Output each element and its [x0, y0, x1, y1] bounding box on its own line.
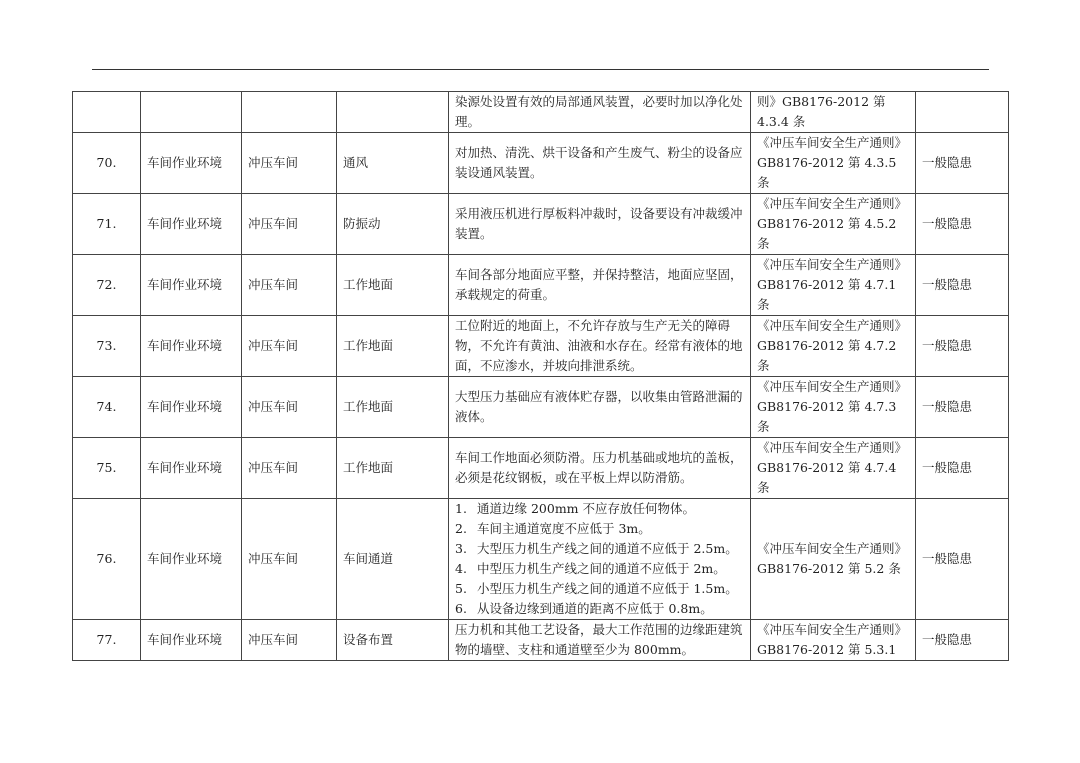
cell-requirement: 采用液压机进行厚板料冲裁时，设备要设有冲裁缓冲装置。 [449, 194, 751, 255]
requirement-list [455, 499, 744, 619]
cell-category: 车间作业环境 [141, 194, 242, 255]
cell-requirement: 对加热、清洗、烘干设备和产生废气、粉尘的设备应装设通风装置。 [449, 133, 751, 194]
cell-basis: 《冲压车间安全生产通则》GB8176-2012 第 4.5.2 条 [751, 194, 916, 255]
cell-category: 车间作业环境 [141, 377, 242, 438]
cell-item: 车间通道 [337, 499, 449, 620]
cell-workshop: 冲压车间 [242, 255, 337, 316]
hazard-table [72, 91, 1009, 661]
cell-item: 工作地面 [337, 377, 449, 438]
cell-requirement: 染源处设置有效的局部通风装置，必要时加以净化处理。 [449, 92, 751, 133]
table-row [73, 438, 1009, 499]
cell-item: 工作地面 [337, 316, 449, 377]
table-row [73, 255, 1009, 316]
cell-workshop: 冲压车间 [242, 499, 337, 620]
cell-category: 车间作业环境 [141, 316, 242, 377]
cell-basis: 《冲压车间安全生产通则》GB8176-2012 第 5.3.1 [751, 620, 916, 661]
cell-basis: 《冲压车间安全生产通则》GB8176-2012 第 4.3.5 条 [751, 133, 916, 194]
cell-category: 车间作业环境 [141, 499, 242, 620]
cell-workshop: 冲压车间 [242, 316, 337, 377]
list-item: 1. 通道边缘 200mm 不应存放任何物体。 [455, 501, 696, 516]
cell-item: 工作地面 [337, 255, 449, 316]
cell-requirement: 工位附近的地面上，不允许存放与生产无关的障碍物，不允许有黄油、油液和水存在。经常有液体的地面，不应渗水，并坡向排泄系统。 [449, 316, 751, 377]
table-row [73, 316, 1009, 377]
table-row [73, 194, 1009, 255]
cell-no: 71. [73, 194, 141, 255]
list-item: 4. 中型压力机生产线之间的通道不应低于 2m。 [455, 561, 726, 576]
header-rule [92, 69, 989, 70]
cell-basis: 《冲压车间安全生产通则》GB8176-2012 第 5.2 条 [751, 499, 916, 620]
table-row-continued [73, 92, 1009, 133]
cell-item [337, 92, 449, 133]
cell-no [73, 92, 141, 133]
cell-basis: 《冲压车间安全生产通则》GB8176-2012 第 4.7.1 条 [751, 255, 916, 316]
cell-category [141, 92, 242, 133]
cell-basis: 《冲压车间安全生产通则》GB8176-2012 第 4.7.3 条 [751, 377, 916, 438]
cell-no: 77. [73, 620, 141, 661]
cell-no: 74. [73, 377, 141, 438]
cell-level: 一般隐患 [916, 499, 1009, 620]
list-item: 6. 从设备边缘到通道的距离不应低于 0.8m。 [455, 601, 713, 616]
cell-no: 73. [73, 316, 141, 377]
table-row [73, 133, 1009, 194]
cell-workshop [242, 92, 337, 133]
cell-requirement: 车间工作地面必须防滑。压力机基础或地坑的盖板，必须是花纹钢板，或在平板上焊以防滑筋。 [449, 438, 751, 499]
cell-requirement: 车间各部分地面应平整，并保持整洁，地面应坚固，承载规定的荷重。 [449, 255, 751, 316]
cell-category: 车间作业环境 [141, 255, 242, 316]
cell-basis: 《冲压车间安全生产通则》GB8176-2012 第 4.7.2 条 [751, 316, 916, 377]
list-item: 5. 小型压力机生产线之间的通道不应低于 1.5m。 [455, 581, 738, 596]
cell-item: 设备布置 [337, 620, 449, 661]
cell-basis: 则》GB8176-2012 第 4.3.4 条 [751, 92, 916, 133]
cell-category: 车间作业环境 [141, 133, 242, 194]
cell-level: 一般隐患 [916, 316, 1009, 377]
cell-workshop: 冲压车间 [242, 194, 337, 255]
cell-workshop: 冲压车间 [242, 377, 337, 438]
cell-category: 车间作业环境 [141, 438, 242, 499]
cell-workshop: 冲压车间 [242, 133, 337, 194]
cell-no: 76. [73, 499, 141, 620]
cell-basis: 《冲压车间安全生产通则》GB8176-2012 第 4.7.4 条 [751, 438, 916, 499]
cell-level: 一般隐患 [916, 438, 1009, 499]
cell-item: 工作地面 [337, 438, 449, 499]
table-row [73, 377, 1009, 438]
cell-requirement [449, 499, 751, 620]
cell-no: 72. [73, 255, 141, 316]
cell-level: 一般隐患 [916, 377, 1009, 438]
cell-no: 75. [73, 438, 141, 499]
cell-item: 防振动 [337, 194, 449, 255]
cell-workshop: 冲压车间 [242, 438, 337, 499]
list-item: 3. 大型压力机生产线之间的通道不应低于 2.5m。 [455, 541, 738, 556]
table-row [73, 620, 1009, 661]
cell-level: 一般隐患 [916, 133, 1009, 194]
table-row [73, 499, 1009, 620]
cell-level: 一般隐患 [916, 194, 1009, 255]
cell-no: 70. [73, 133, 141, 194]
cell-requirement: 压力机和其他工艺设备，最大工作范围的边缘距建筑物的墙壁、支柱和通道壁至少为 800mm。 [449, 620, 751, 661]
cell-level [916, 92, 1009, 133]
cell-level: 一般隐患 [916, 620, 1009, 661]
cell-level: 一般隐患 [916, 255, 1009, 316]
cell-workshop: 冲压车间 [242, 620, 337, 661]
cell-category: 车间作业环境 [141, 620, 242, 661]
list-item: 2. 车间主通道宽度不应低于 3m。 [455, 521, 651, 536]
cell-requirement: 大型压力基础应有液体贮存器，以收集由管路泄漏的液体。 [449, 377, 751, 438]
cell-item: 通风 [337, 133, 449, 194]
